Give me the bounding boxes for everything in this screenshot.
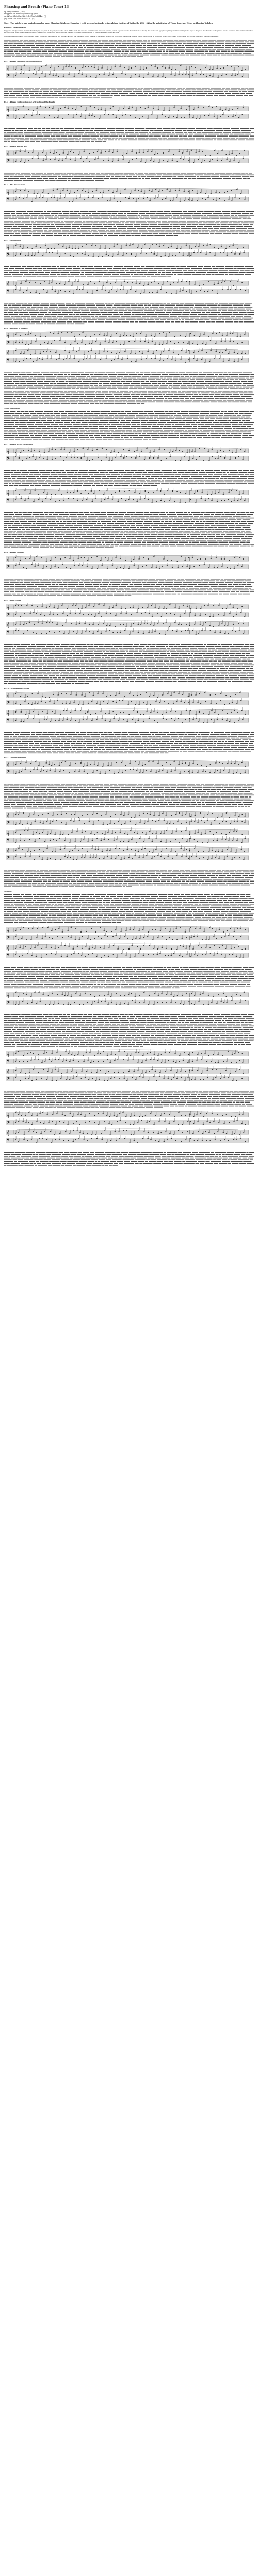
text-paragraph-lines xyxy=(4,302,254,325)
svg-text:𝄞: 𝄞 xyxy=(7,66,10,72)
body-paragraph: Suggested principles drawn from the historic legacy are given in the paragraphs that follow. Whilst much that was said is still relevant in modern practice, certain aspects concern the instrument of the day. The reader will apply these principles with sensitivity to the style of the piece, the character of the phrase, and the resources of the instrument at hand. Phrasing in the widest sense relates the player's breath to the shape of the melodic line, and the ends of phrases are best marked by a slight relaxation of tone and time. xyxy=(4,30,254,34)
music-example xyxy=(6,447,249,466)
text-paragraph-lines xyxy=(4,87,254,99)
svg-text:𝄞: 𝄞 xyxy=(7,281,10,286)
example-heading: Ex. 10 - Overlapping Phrases xyxy=(4,687,29,689)
body-paragraph: In Phrasing and Articulation Hints, Timmins drew a comparison between song and keyboard, arguing that the pianist should 'breathe' at the close of each phrase in the same manner that a singer would. This principle, he suggested, should apply equally to the longest and shortest divisions of the musical sentence. xyxy=(4,35,219,37)
section-heading: General Introduction xyxy=(4,26,26,29)
example-heading: Ex. 3 - Breath and the Slur xyxy=(4,145,28,147)
svg-text:𝄢: 𝄢 xyxy=(7,74,10,79)
text-paragraph-lines xyxy=(4,265,254,278)
example-heading: Ex. 5 - Articulation xyxy=(4,239,21,241)
text-paragraph-lines xyxy=(4,1151,254,1167)
music-example xyxy=(6,488,249,508)
svg-text:𝄞: 𝄞 xyxy=(7,190,10,195)
music-example xyxy=(6,811,249,866)
example-heading: Ex. 6 - Divisions of Phrases xyxy=(4,327,28,329)
music-example xyxy=(6,691,249,728)
music-example xyxy=(6,991,249,1010)
text-paragraph-lines xyxy=(4,783,254,809)
music-example xyxy=(6,64,249,83)
text-paragraph-lines xyxy=(4,511,254,549)
example-heading: Summary xyxy=(4,890,12,893)
article-body xyxy=(4,39,254,1166)
text-paragraph-lines xyxy=(4,893,254,924)
music-example xyxy=(6,331,249,368)
example-heading: Ex. 4 - The Phrase Mark xyxy=(4,183,25,186)
music-example xyxy=(6,149,249,168)
text-paragraph-lines xyxy=(4,469,254,487)
author-line: by Harry Timmins (1933) xyxy=(4,11,25,13)
example-heading: Notes on Phrasing xyxy=(4,407,21,410)
example-heading: Ex. 9 - Inner Voices xyxy=(4,599,21,602)
svg-text:𝄞: 𝄞 xyxy=(7,151,10,157)
svg-text:𝄞: 𝄞 xyxy=(7,333,10,338)
music-example xyxy=(6,760,249,779)
svg-text:𝄢: 𝄢 xyxy=(7,252,10,258)
article-title: Phrasing and Breath (Piano Tone) 13 xyxy=(4,5,69,9)
text-paragraph-lines xyxy=(4,869,254,888)
text-paragraph-lines xyxy=(4,172,254,182)
text-paragraph-lines xyxy=(4,1090,254,1109)
text-paragraph-lines xyxy=(4,966,254,989)
text-paragraph-lines xyxy=(4,1013,254,1048)
link-line-2[interactable]: [w]DOWNLOADS/DOWNLOAD... (**) xyxy=(4,18,35,20)
svg-text:𝄞: 𝄞 xyxy=(7,107,10,112)
text-paragraph-lines xyxy=(4,39,254,58)
svg-text:𝄞: 𝄞 xyxy=(7,245,10,250)
music-example xyxy=(6,279,249,299)
music-example xyxy=(6,1111,249,1148)
svg-text:𝄢: 𝄢 xyxy=(7,358,10,364)
example-heading: Ex. 1 - Phrase Indication in Accompaniment xyxy=(4,60,43,63)
music-example xyxy=(6,1049,249,1087)
text-paragraph-lines xyxy=(4,210,254,237)
text-paragraph-lines xyxy=(4,371,254,405)
link-line-1[interactable]: ca.##7e##1b2d8ba####cde9f1aaf9df2d4a... (*) xyxy=(4,15,46,18)
text-paragraph-lines xyxy=(4,410,254,441)
text-paragraph-lines xyxy=(4,127,254,143)
example-heading: Ex. 11 - Cadential Breath xyxy=(4,756,26,758)
music-example xyxy=(6,105,249,124)
intro-note: Note - This article is a re-work of an earlier paper Phrasing (Windows). Examples 1 to 12 are used as thanks to the Addison Institute of Art for the 1930 - 34 for the substitution of 'Piano' fingering. 'Notes on Phrasing' is below. xyxy=(4,22,213,24)
music-example xyxy=(6,603,249,640)
article-meta xyxy=(4,11,254,20)
svg-text:𝄞: 𝄞 xyxy=(7,350,10,356)
svg-text:𝄢: 𝄢 xyxy=(7,159,10,164)
article-page xyxy=(4,0,254,1167)
example-heading: Ex. 8 - Phrase Endings xyxy=(4,551,24,554)
text-paragraph-lines xyxy=(4,731,254,754)
svg-text:𝄢: 𝄢 xyxy=(7,197,10,203)
svg-text:𝄢: 𝄢 xyxy=(7,341,10,346)
music-example xyxy=(6,188,249,207)
source-line: re-typeset for the web (Saddlebag) press xyxy=(4,13,39,15)
example-heading: Ex. 2 - Phrase Continuation and Articulation of the Breath xyxy=(4,100,55,103)
text-paragraph-lines xyxy=(4,643,254,685)
svg-text:𝄢: 𝄢 xyxy=(7,114,10,120)
music-example xyxy=(6,555,249,574)
music-example xyxy=(6,926,249,963)
svg-text:𝄢: 𝄢 xyxy=(7,289,10,294)
example-heading: Ex. 7 - Breath Across the Barline xyxy=(4,443,33,446)
music-example xyxy=(6,243,249,262)
text-paragraph-lines xyxy=(4,578,254,597)
